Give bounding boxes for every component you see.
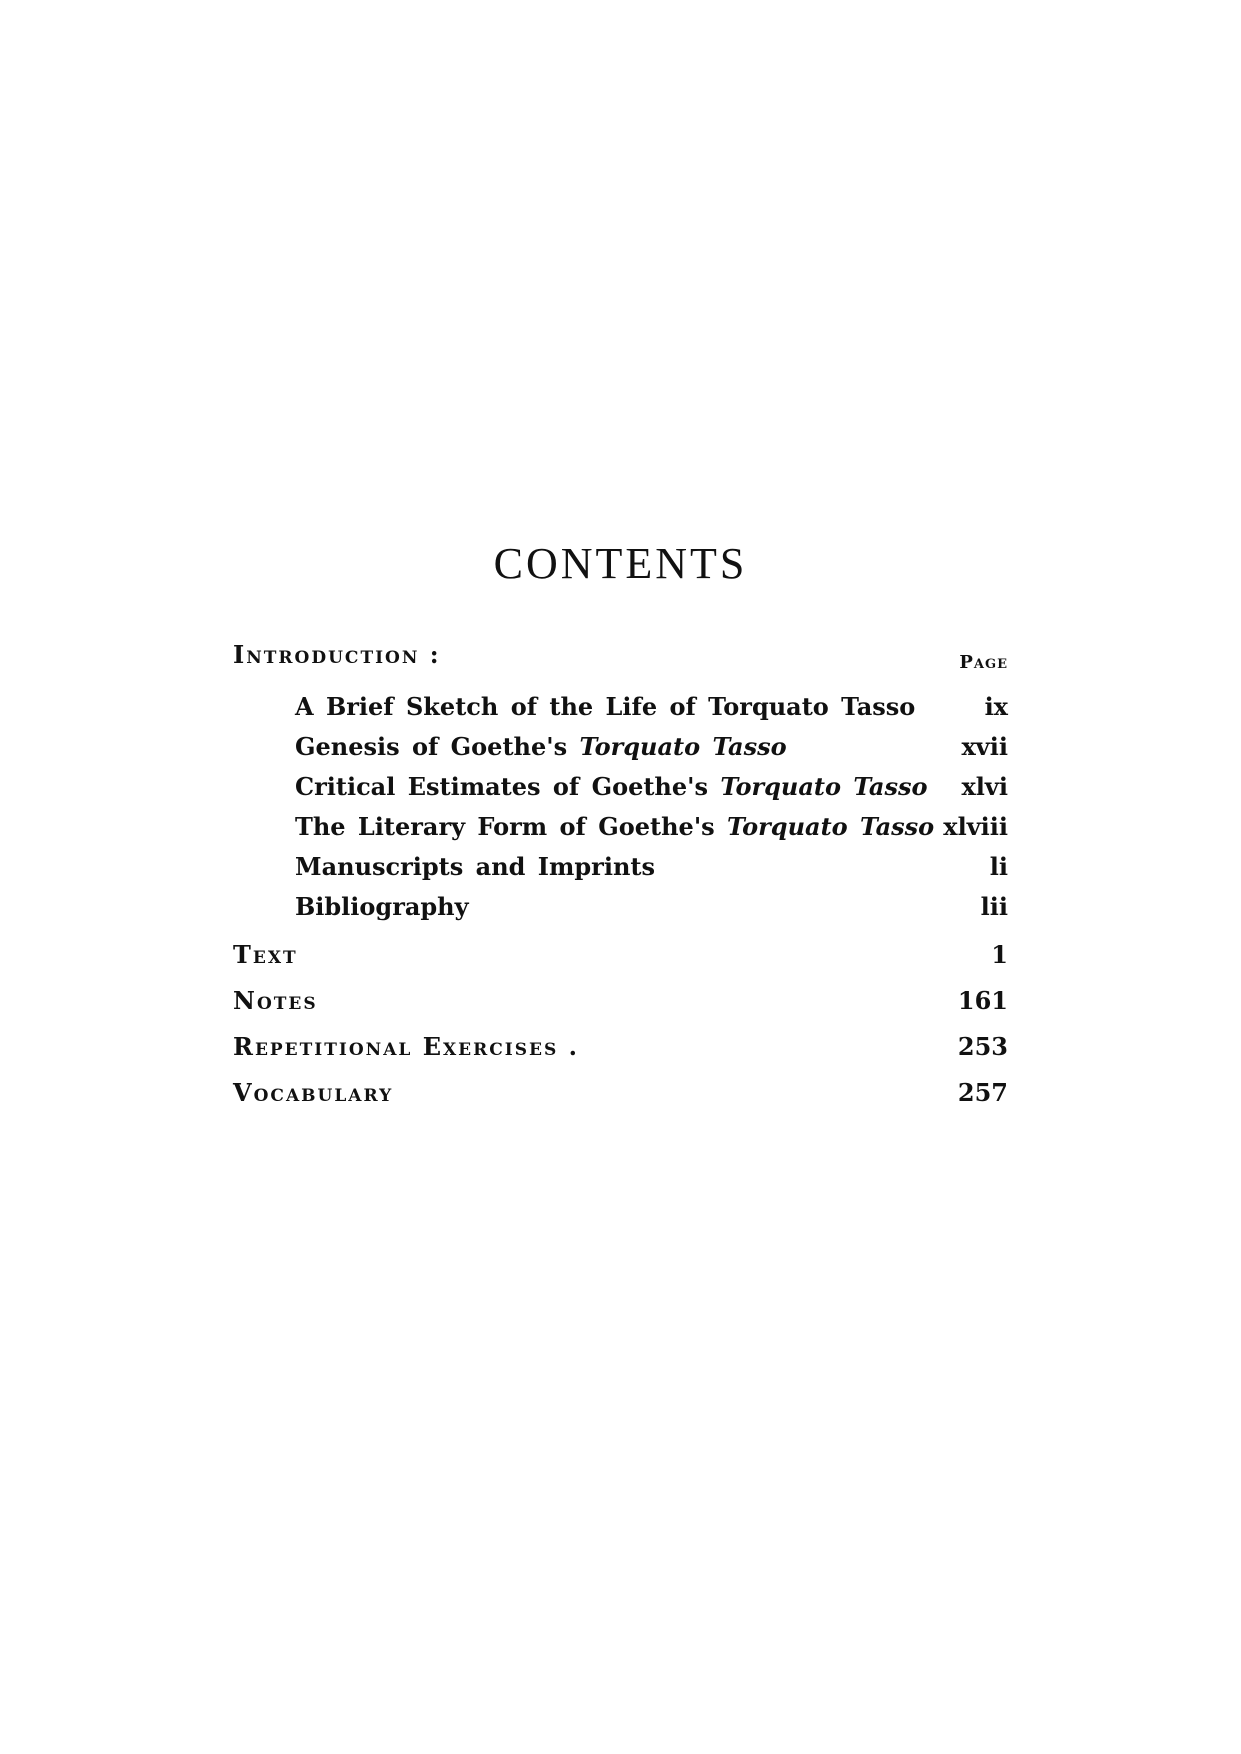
toc-entry-page: xlvi bbox=[961, 772, 1008, 801]
toc-entry-page: lii bbox=[980, 892, 1008, 921]
toc-section-page: 161 bbox=[957, 986, 1008, 1015]
toc-entry-label-text: The Literary Form of Goethe's bbox=[295, 812, 728, 841]
table-of-contents bbox=[233, 640, 1008, 1124]
toc-section-notes bbox=[233, 986, 1008, 1032]
toc-entry bbox=[233, 892, 1008, 932]
page-title: CONTENTS bbox=[493, 539, 748, 588]
toc-section-label: Introduction : bbox=[233, 640, 441, 669]
toc-entry bbox=[233, 772, 1008, 812]
toc-section-page: 1 bbox=[991, 940, 1008, 969]
toc-entry-page: ix bbox=[984, 692, 1008, 721]
toc-entry-label: A Brief Sketch of the Life of Torquato Tasso bbox=[295, 692, 916, 721]
toc-section-text bbox=[233, 940, 1008, 986]
toc-section-label: Repetitional Exercises . bbox=[233, 1032, 579, 1061]
toc-section-label: Notes bbox=[233, 986, 318, 1015]
toc-entry-label-text: Critical Estimates of Goethe's bbox=[295, 772, 721, 801]
toc-entry bbox=[233, 812, 1008, 852]
toc-entry-label bbox=[295, 732, 787, 761]
toc-entry-label: Bibliography bbox=[295, 892, 469, 921]
toc-entry-label bbox=[295, 812, 934, 841]
toc-entry-label-italic: Torquato Tasso bbox=[579, 732, 787, 761]
toc-entry-label bbox=[295, 772, 928, 801]
toc-entry-label-italic: Torquato Tasso bbox=[727, 812, 935, 841]
toc-entry bbox=[233, 732, 1008, 772]
toc-section-exercises bbox=[233, 1032, 1008, 1078]
toc-entry bbox=[233, 852, 1008, 892]
toc-entry bbox=[233, 692, 1008, 732]
toc-entry-label: Manuscripts and Imprints bbox=[295, 852, 655, 881]
toc-section-vocabulary bbox=[233, 1078, 1008, 1124]
toc-section-label: Vocabulary bbox=[233, 1078, 394, 1107]
toc-section-page: 253 bbox=[957, 1032, 1008, 1061]
toc-section-label: Text bbox=[233, 940, 298, 969]
toc-section-page: 257 bbox=[957, 1078, 1008, 1107]
toc-entry-page: xlviii bbox=[943, 812, 1008, 841]
toc-entry-label-italic: Torquato Tasso bbox=[720, 772, 928, 801]
page-column-header: Page bbox=[959, 652, 1008, 673]
toc-entry-page: xvii bbox=[961, 732, 1008, 761]
toc-entry-page: li bbox=[989, 852, 1008, 881]
toc-section-introduction bbox=[233, 640, 1008, 692]
toc-entry-label-text: Genesis of Goethe's bbox=[295, 732, 580, 761]
